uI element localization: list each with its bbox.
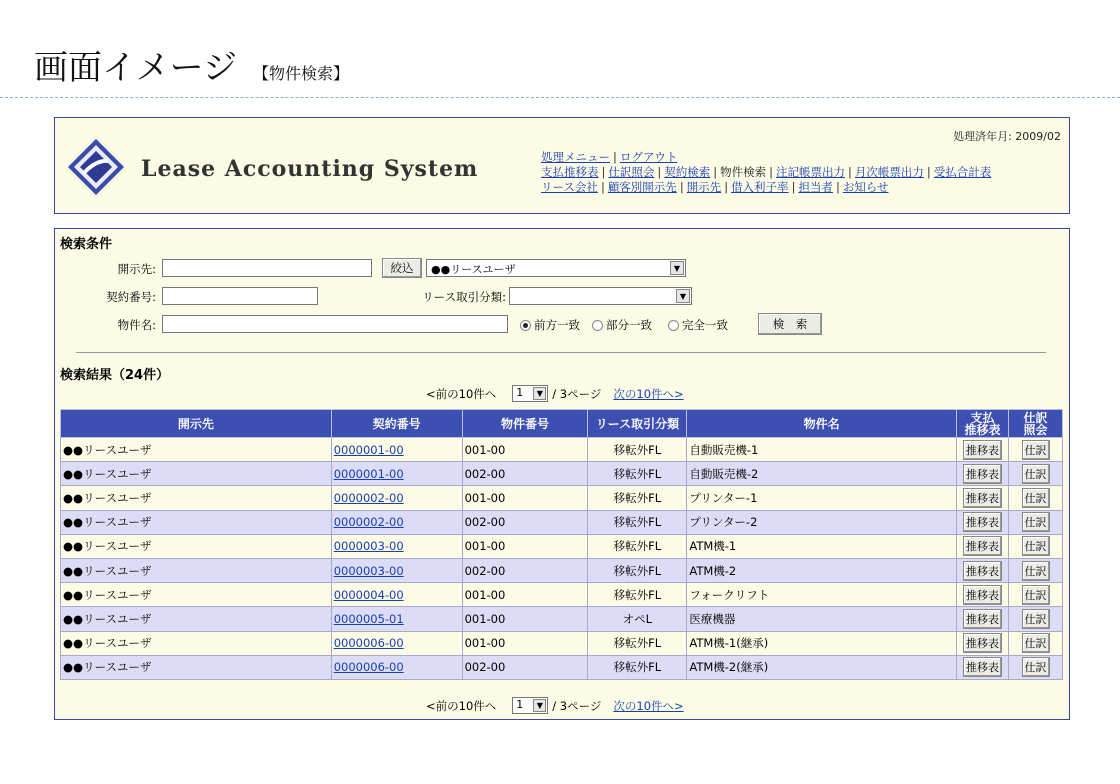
journal-button[interactable]: 仕訳 — [1022, 657, 1050, 677]
table-header-row — [61, 410, 1063, 438]
cell-contract-number — [331, 438, 462, 462]
disclosure-input[interactable] — [162, 259, 372, 277]
contract-number-link[interactable]: 0000003-00 — [333, 563, 404, 578]
chevron-down-icon: ▼ — [533, 387, 546, 400]
journal-button[interactable]: 仕訳 — [1022, 609, 1050, 629]
pager-total: / 3ページ — [552, 386, 602, 401]
contract-number-link[interactable]: 0000004-00 — [333, 587, 404, 602]
table-row — [61, 655, 1063, 679]
journal-button[interactable]: 仕訳 — [1022, 488, 1050, 508]
cell-journal — [1009, 534, 1063, 558]
col-item-number: 物件番号 — [462, 410, 588, 438]
cell-item-number: 001-00 — [462, 583, 588, 607]
slide-title-main: 画面イメージ — [34, 48, 237, 88]
contract-number-link[interactable]: 0000002-00 — [333, 515, 404, 530]
cell-lease-type: 移転外FL — [588, 583, 687, 607]
pager-next[interactable]: 次の10件へ> — [613, 698, 684, 713]
pager-prev: <前の10件へ — [426, 698, 497, 713]
nav-row: リース会社 | 顧客別開示先 | 開示先 | 借入利子率 | 担当者 | お知らせ — [541, 180, 889, 194]
cell-lease-type: 移転外FL — [588, 510, 687, 534]
cell-item-name: フォークリフト — [687, 583, 957, 607]
nav-logout[interactable]: ログアウト — [619, 150, 678, 164]
cell-item-name: ATM機-1(継承) — [687, 631, 957, 655]
disclosure-select[interactable] — [426, 259, 686, 277]
logo-icon — [67, 138, 125, 196]
table-row — [61, 607, 1063, 631]
journal-button[interactable]: 仕訳 — [1022, 633, 1050, 653]
nav-interest-rate[interactable]: 借入利子率 — [731, 180, 789, 194]
cell-item-name: 医療機器 — [687, 607, 957, 631]
nav-customer-disclosure[interactable]: 顧客別開示先 — [607, 180, 677, 194]
cell-payment-schedule — [957, 510, 1009, 534]
cell-contract-number — [331, 510, 462, 534]
match-partial-label: 部分一致 — [606, 318, 652, 332]
contract-number-link[interactable]: 0000005-01 — [333, 611, 404, 626]
page-select-value: 1 — [516, 386, 524, 399]
match-prefix-label: 前方一致 — [534, 318, 580, 332]
cell-contract-number — [331, 583, 462, 607]
cell-lease-type: 移転外FL — [588, 438, 687, 462]
results-title: 検索結果（24件） — [60, 368, 170, 383]
cell-item-name: 自動販売機-2 — [687, 462, 957, 486]
col-contract-number: 契約番号 — [331, 410, 462, 438]
cell-journal — [1009, 583, 1063, 607]
table-row — [61, 583, 1063, 607]
cell-lease-type: 移転外FL — [588, 534, 687, 558]
nav-staff[interactable]: 担当者 — [798, 180, 833, 194]
cell-contract-number — [331, 631, 462, 655]
col-item-name: 物件名 — [687, 410, 957, 438]
pager-top — [426, 385, 684, 402]
section-divider — [76, 352, 1046, 353]
cell-item-number: 002-00 — [462, 462, 588, 486]
nav-notices[interactable]: お知らせ — [842, 180, 889, 194]
cell-disclosure: ●●リースユーザ — [61, 438, 332, 462]
slide-title-sub: 【物件検索】 — [252, 64, 349, 83]
pager-total: / 3ページ — [552, 698, 602, 713]
cell-item-name: プリンター-2 — [687, 510, 957, 534]
cell-journal — [1009, 655, 1063, 679]
cell-payment-schedule — [957, 558, 1009, 582]
payment-schedule-button[interactable]: 推移表 — [963, 536, 1002, 556]
cell-item-number: 002-00 — [462, 558, 588, 582]
cell-payment-schedule — [957, 534, 1009, 558]
nav-menu — [541, 150, 991, 195]
cell-payment-schedule — [957, 438, 1009, 462]
item-name-input[interactable] — [162, 315, 508, 333]
payment-schedule-button[interactable]: 推移表 — [963, 633, 1002, 653]
contract-number-link[interactable]: 0000002-00 — [333, 490, 404, 505]
search-button[interactable]: 検 索 — [758, 313, 822, 335]
match-exact-radio[interactable] — [668, 317, 728, 333]
nav-item-search: 物件検索 — [720, 165, 767, 179]
cell-item-number: 001-00 — [462, 607, 588, 631]
processed-month — [953, 128, 1061, 144]
cell-disclosure: ●●リースユーザ — [61, 534, 332, 558]
dotted-divider — [0, 97, 1120, 98]
cell-disclosure: ●●リースユーザ — [61, 583, 332, 607]
radio-icon — [668, 320, 679, 331]
nav-disclosure[interactable]: 開示先 — [686, 180, 722, 194]
contract-number-link[interactable]: 0000006-00 — [333, 660, 404, 675]
cell-lease-type: 移転外FL — [588, 655, 687, 679]
nav-contract-search[interactable]: 契約検索 — [664, 165, 711, 179]
cell-disclosure: ●●リースユーザ — [61, 655, 332, 679]
cell-lease-type: 移転外FL — [588, 462, 687, 486]
nav-row: 支払推移表 | 仕訳照会 | 契約検索 | 物件検索 | 注記帳票出力 | 月次帳票出力 | 受払合計表 — [541, 165, 992, 179]
payment-schedule-button[interactable]: 推移表 — [963, 488, 1002, 508]
cell-payment-schedule — [957, 607, 1009, 631]
payment-schedule-button[interactable]: 推移表 — [963, 561, 1002, 581]
col-pay-line2: 推移表 — [964, 422, 1001, 437]
cell-lease-type: オペL — [588, 607, 687, 631]
lease-type-label: リース取引分類: — [422, 290, 506, 304]
cell-contract-number — [331, 462, 462, 486]
logo-text: Lease Accounting System — [141, 156, 479, 182]
cell-contract-number — [331, 534, 462, 558]
journal-button[interactable]: 仕訳 — [1022, 440, 1050, 460]
cell-lease-type: 移転外FL — [588, 486, 687, 510]
search-conditions-title: 検索条件 — [60, 237, 113, 252]
table-row — [61, 462, 1063, 486]
cell-item-number: 001-00 — [462, 534, 588, 558]
cell-lease-type: 移転外FL — [588, 631, 687, 655]
cell-lease-type: 移転外FL — [588, 558, 687, 582]
contract-number-link[interactable]: 0000001-00 — [333, 466, 404, 481]
nav-payment-schedule[interactable]: 支払推移表 — [541, 165, 599, 179]
narrow-button[interactable]: 絞込 — [382, 258, 422, 278]
nav-lease-company[interactable]: リース会社 — [541, 180, 598, 194]
item-name-label: 物件名: — [117, 318, 156, 332]
table-row — [61, 438, 1063, 462]
radio-selected-icon — [520, 320, 531, 331]
journal-button[interactable]: 仕訳 — [1022, 512, 1050, 532]
cell-journal — [1009, 631, 1063, 655]
cell-payment-schedule — [957, 486, 1009, 510]
col-journal — [1009, 410, 1063, 438]
processed-label: 処理済年月: — [953, 130, 1012, 143]
col-lease-type: リース取引分類 — [588, 410, 687, 438]
cell-payment-schedule — [957, 462, 1009, 486]
cell-journal — [1009, 486, 1063, 510]
col-journal-line1: 仕訳 — [1023, 410, 1048, 425]
page-select[interactable] — [512, 385, 548, 402]
cell-disclosure: ●●リースユーザ — [61, 631, 332, 655]
payment-schedule-button[interactable]: 推移表 — [963, 657, 1002, 677]
col-payment-schedule — [957, 410, 1009, 438]
cell-disclosure: ●●リースユーザ — [61, 558, 332, 582]
pager-bottom — [426, 697, 684, 714]
cell-contract-number — [331, 486, 462, 510]
app-header — [54, 117, 1070, 214]
slide-title — [34, 40, 349, 90]
cell-disclosure: ●●リースユーザ — [61, 462, 332, 486]
contract-number-link[interactable]: 0000003-00 — [333, 539, 404, 554]
cell-item-number: 001-00 — [462, 486, 588, 510]
cell-item-name: 自動販売機-1 — [687, 438, 957, 462]
col-pay-line1: 支払 — [970, 410, 995, 425]
payment-schedule-button[interactable]: 推移表 — [963, 585, 1002, 605]
pager-next[interactable]: 次の10件へ> — [613, 386, 684, 401]
nav-notes-output[interactable]: 注記帳票出力 — [776, 165, 845, 179]
journal-button[interactable]: 仕訳 — [1022, 585, 1050, 605]
cell-contract-number — [331, 655, 462, 679]
cell-journal — [1009, 462, 1063, 486]
contract-number-input[interactable] — [162, 287, 318, 305]
cell-journal — [1009, 510, 1063, 534]
contract-number-link[interactable]: 0000006-00 — [333, 636, 404, 651]
cell-item-name: ATM機-2(継承) — [687, 655, 957, 679]
radio-icon — [592, 320, 603, 331]
nav-receipt-total[interactable]: 受払合計表 — [933, 165, 992, 179]
nav-row: 処理メニュー | ログアウト — [541, 150, 678, 164]
cell-disclosure: ●●リースユーザ — [61, 486, 332, 510]
nav-journal-inquiry[interactable]: 仕訳照会 — [608, 165, 655, 179]
disclosure-select-value: ●●リースユーザ — [431, 263, 516, 276]
journal-button[interactable]: 仕訳 — [1022, 561, 1050, 581]
contract-number-link[interactable]: 0000001-00 — [333, 442, 404, 457]
cell-payment-schedule — [957, 655, 1009, 679]
col-journal-line2: 照会 — [1023, 422, 1048, 437]
page-select-value: 1 — [516, 698, 524, 711]
cell-item-name: ATM機-2 — [687, 558, 957, 582]
lease-type-select[interactable] — [509, 287, 692, 305]
pager-prev: <前の10件へ — [426, 386, 497, 401]
payment-schedule-button[interactable]: 推移表 — [963, 440, 1002, 460]
processed-value: 2009/02 — [1015, 130, 1061, 143]
contract-label: 契約番号: — [106, 290, 156, 304]
table-row — [61, 510, 1063, 534]
cell-journal — [1009, 607, 1063, 631]
table-row — [61, 486, 1063, 510]
match-partial-radio[interactable] — [592, 317, 652, 333]
journal-button[interactable]: 仕訳 — [1022, 464, 1050, 484]
cell-item-number: 001-00 — [462, 631, 588, 655]
table-row — [61, 534, 1063, 558]
payment-schedule-button[interactable]: 推移表 — [963, 512, 1002, 532]
results-table — [60, 409, 1063, 680]
payment-schedule-button[interactable]: 推移表 — [963, 464, 1002, 484]
match-exact-label: 完全一致 — [682, 318, 728, 332]
cell-disclosure: ●●リースユーザ — [61, 510, 332, 534]
cell-item-number: 002-00 — [462, 510, 588, 534]
col-disclosure: 開示先 — [61, 410, 332, 438]
table-row — [61, 558, 1063, 582]
cell-item-name: プリンター-1 — [687, 486, 957, 510]
cell-item-number: 002-00 — [462, 655, 588, 679]
chevron-down-icon: ▼ — [676, 289, 690, 303]
chevron-down-icon: ▼ — [670, 261, 684, 275]
cell-item-number: 001-00 — [462, 438, 588, 462]
cell-payment-schedule — [957, 583, 1009, 607]
cell-disclosure: ●●リースユーザ — [61, 607, 332, 631]
cell-journal — [1009, 558, 1063, 582]
journal-button[interactable]: 仕訳 — [1022, 536, 1050, 556]
table-row — [61, 631, 1063, 655]
cell-payment-schedule — [957, 631, 1009, 655]
page-select[interactable] — [512, 697, 548, 714]
disclosure-label: 開示先: — [117, 262, 156, 276]
nav-monthly-output[interactable]: 月次帳票出力 — [854, 165, 924, 179]
match-prefix-radio[interactable] — [520, 317, 580, 333]
cell-contract-number — [331, 558, 462, 582]
payment-schedule-button[interactable]: 推移表 — [963, 609, 1002, 629]
cell-journal — [1009, 438, 1063, 462]
chevron-down-icon: ▼ — [533, 699, 546, 712]
cell-contract-number — [331, 607, 462, 631]
nav-process-menu[interactable]: 処理メニュー — [541, 150, 610, 164]
cell-item-name: ATM機-1 — [687, 534, 957, 558]
